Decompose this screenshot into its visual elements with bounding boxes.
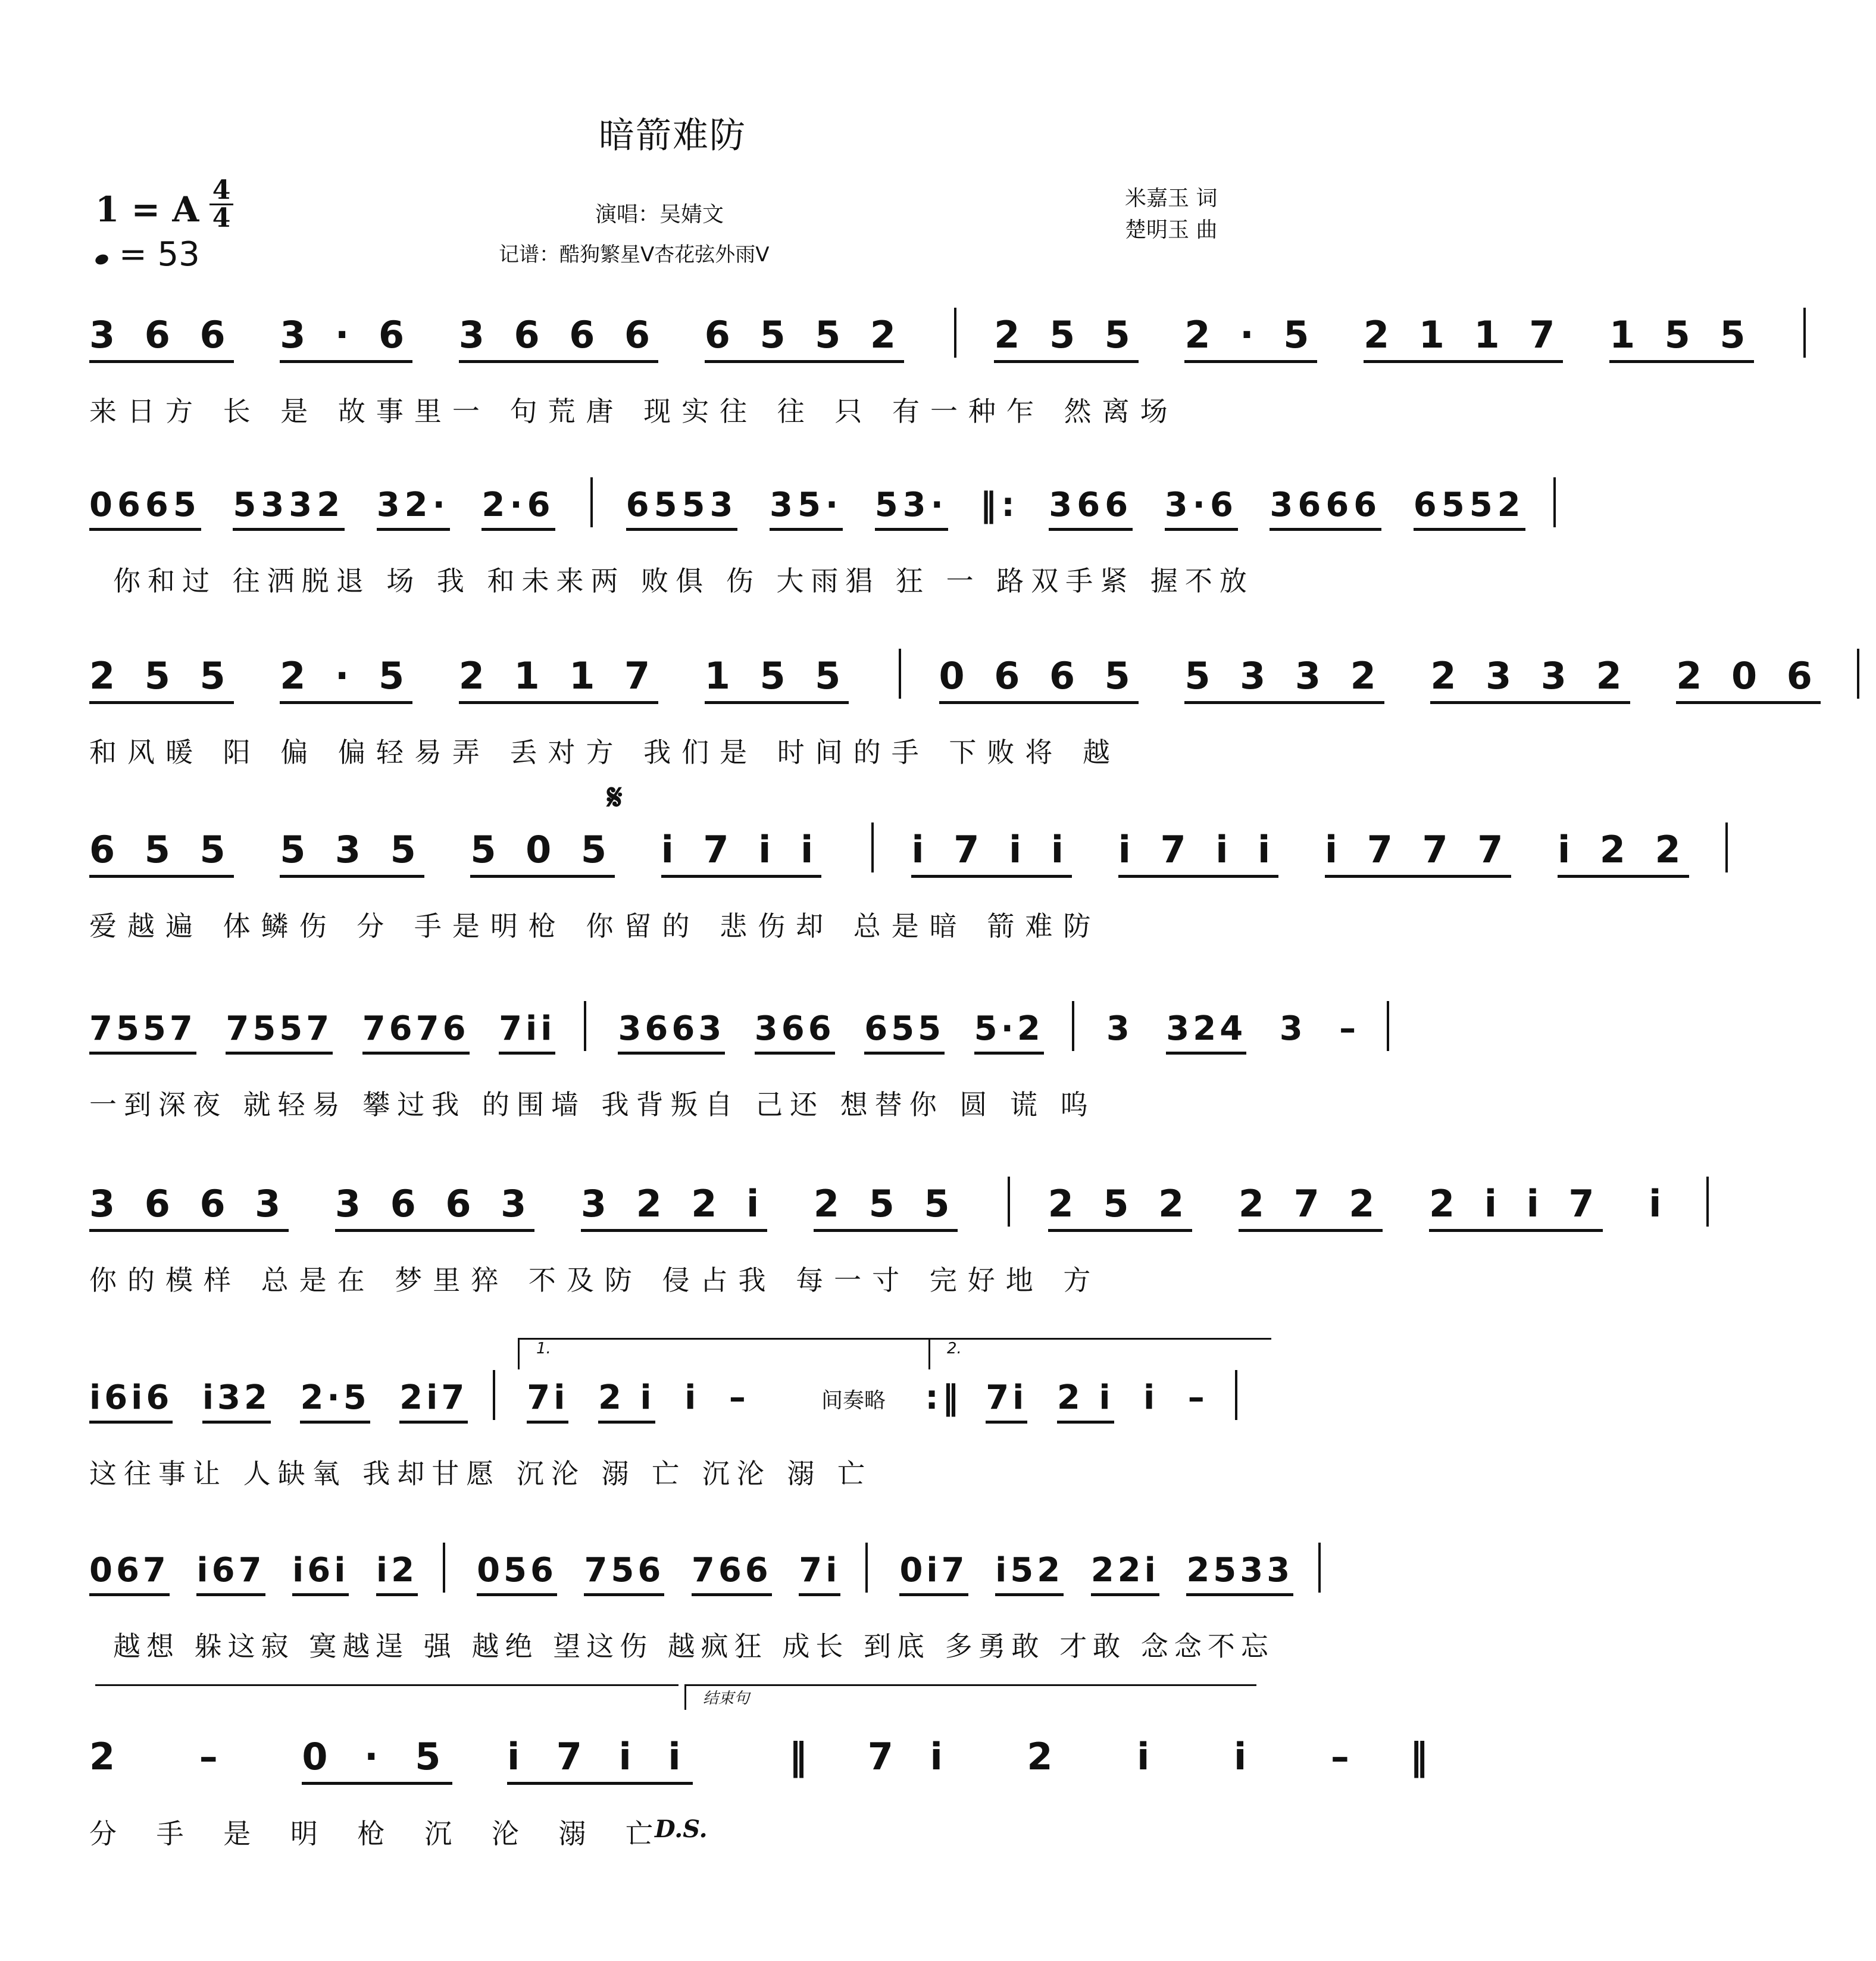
note-group: 6553 bbox=[626, 486, 738, 531]
staff-line-8 bbox=[89, 1547, 1294, 1666]
double-barline: ‖ bbox=[789, 1735, 820, 1778]
lyrics-row: 分 手 是 明 枪 沉 沦 溺 亡 bbox=[89, 1818, 668, 1850]
dal-segno-marking: D.S. bbox=[655, 1815, 708, 1843]
note-group: 7ii bbox=[499, 1009, 555, 1055]
staff-line-6 bbox=[89, 1181, 1670, 1300]
note-group: 53· bbox=[875, 486, 948, 531]
note-group: 32· bbox=[377, 486, 450, 531]
lyrics-row: 一到深夜 就轻易 攀过我 的围墙 我背叛自 己还 想替你 圆 谎 呜 bbox=[89, 1089, 1095, 1121]
time-signature bbox=[210, 175, 233, 233]
barline bbox=[865, 1543, 868, 1593]
note-group: i67 bbox=[196, 1551, 265, 1596]
note-group: 3 · 6 bbox=[280, 313, 412, 363]
ending-bracket: 结束句 bbox=[684, 1684, 1256, 1710]
lyrics-row: 你的模样 总是在 梦里猝 不及防 侵占我 每一寸 完好地 方 bbox=[89, 1264, 1102, 1296]
note-group: 2 1 1 7 bbox=[1364, 313, 1563, 363]
note-group: 2 5 5 bbox=[89, 654, 234, 704]
note-group: 2 5 5 bbox=[994, 313, 1139, 363]
note-group: 7i bbox=[986, 1378, 1027, 1424]
barline bbox=[1553, 477, 1556, 527]
note-group: 2 5 5 bbox=[814, 1182, 958, 1232]
note-group: 056 bbox=[477, 1551, 557, 1596]
quarter-note-icon bbox=[94, 253, 110, 267]
note-group: 7676 bbox=[362, 1009, 470, 1055]
note-group: 2 bbox=[89, 1735, 127, 1778]
song-title: 暗箭难防 bbox=[599, 115, 746, 157]
note-group: 756 bbox=[584, 1551, 664, 1596]
note-group: 067 bbox=[89, 1551, 170, 1596]
note-group: 3 bbox=[1279, 1009, 1306, 1049]
note-group: 2·5 bbox=[300, 1378, 370, 1424]
note-group: 7557 bbox=[226, 1009, 333, 1055]
note-group: 0 6 6 5 bbox=[939, 654, 1139, 704]
note-group: 3·6 bbox=[1165, 486, 1238, 531]
barline bbox=[1235, 1370, 1237, 1420]
note-group: 766 bbox=[692, 1551, 772, 1596]
note-group: 3 2 2 i bbox=[581, 1182, 767, 1232]
note-group: 6552 bbox=[1414, 486, 1525, 531]
notation-row bbox=[89, 653, 1821, 707]
dash: – bbox=[1187, 1378, 1208, 1418]
note-group: 2 1 1 7 bbox=[459, 654, 658, 704]
barline bbox=[1857, 649, 1859, 699]
staff-line-2 bbox=[89, 482, 1525, 601]
note-group: 366 bbox=[755, 1009, 835, 1055]
note-group: i 7 i i bbox=[507, 1735, 693, 1785]
notation-row bbox=[89, 1006, 1360, 1059]
composer-credit: 楚明玉 曲 bbox=[1125, 218, 1218, 242]
final-barline: ‖ bbox=[1409, 1735, 1440, 1778]
note-group: 3666 bbox=[1270, 486, 1381, 531]
note-group: i bbox=[1233, 1735, 1259, 1778]
note-group: 5332 bbox=[233, 486, 345, 531]
note-group: 2 i bbox=[598, 1378, 655, 1424]
dash: – bbox=[728, 1378, 749, 1418]
note-group: 3663 bbox=[618, 1009, 725, 1055]
note-group: 2 5 2 bbox=[1048, 1182, 1193, 1232]
note-group: 1 5 5 bbox=[705, 654, 849, 704]
lyrics-row: 爱越遍 体鳞伤 分 手是明枪 你留的 悲伤却 总是暗 箭难防 bbox=[89, 910, 1102, 942]
time-signature-bottom: 4 bbox=[212, 203, 231, 233]
note-group: 2i7 bbox=[399, 1378, 468, 1424]
lyrics-row: 这往事让 人缺氧 我却甘愿 沉沦 溺 亡 沉沦 溺 亡 bbox=[89, 1458, 872, 1490]
note-group: 324 bbox=[1166, 1009, 1246, 1055]
note-group: 1 5 5 bbox=[1609, 313, 1754, 363]
note-group: 0665 bbox=[89, 486, 201, 531]
note-group: 7 i bbox=[867, 1735, 955, 1778]
barline bbox=[590, 477, 593, 527]
note-group: 6 5 5 bbox=[89, 828, 234, 878]
note-group: 2 · 5 bbox=[1184, 313, 1317, 363]
note-group: 655 bbox=[864, 1009, 945, 1055]
tempo-marking bbox=[95, 235, 200, 274]
barline bbox=[1387, 1001, 1389, 1051]
note-group: i6i6 bbox=[89, 1378, 173, 1424]
notation-row bbox=[89, 482, 1525, 536]
note-group: 2 7 2 bbox=[1239, 1182, 1383, 1232]
second-ending-bracket: 2. bbox=[928, 1338, 1271, 1369]
note-group: i bbox=[684, 1378, 700, 1418]
notation-row bbox=[89, 312, 1754, 366]
note-group: 5·2 bbox=[974, 1009, 1044, 1055]
interlude-omitted-note: 间奏略 bbox=[821, 1388, 886, 1413]
note-group: 0 · 5 bbox=[302, 1735, 452, 1785]
note-group: 22i bbox=[1091, 1551, 1159, 1596]
dash: – bbox=[199, 1735, 230, 1778]
note-group: i52 bbox=[995, 1551, 1064, 1596]
barline bbox=[493, 1370, 495, 1420]
repeat-start-sign: ‖: bbox=[980, 486, 1020, 525]
note-group: 366 bbox=[1049, 486, 1133, 531]
note-group: i 7 i i bbox=[1118, 828, 1279, 878]
dash: – bbox=[1339, 1009, 1360, 1049]
lyricist-credit: 米嘉玉 词 bbox=[1125, 186, 1218, 211]
note-group: 5 3 5 bbox=[280, 828, 424, 878]
barline bbox=[443, 1543, 445, 1593]
staff-line-1 bbox=[89, 312, 1754, 431]
staff-line-4 bbox=[89, 827, 1689, 946]
note-group: 6 5 5 2 bbox=[705, 313, 904, 363]
repeat-end-sign: :‖ bbox=[925, 1378, 962, 1418]
lyrics-row: 越想 躲这寂 寞越逞 强 越绝 望这伤 越疯狂 成长 到底 多勇敢 才敢 念念不忘 bbox=[113, 1630, 1274, 1662]
key-signature: 1 = A bbox=[95, 189, 199, 230]
note-group: 3 6 6 6 bbox=[459, 313, 658, 363]
note-group: 2533 bbox=[1186, 1551, 1293, 1596]
first-ending-bracket: 1. bbox=[518, 1338, 1024, 1369]
lyrics-row: 来日方 长 是 故事里一 句荒唐 现实往 往 只 有一种乍 然离场 bbox=[89, 395, 1178, 427]
lyrics-row: 你和过 往洒脱退 场 我 和未来两 败俱 伤 大雨猖 狂 一 路双手紧 握不放 bbox=[113, 565, 1254, 597]
note-group: 2·6 bbox=[481, 486, 555, 531]
note-group: 5 0 5 bbox=[470, 828, 615, 878]
note-group: 2 i bbox=[1057, 1378, 1114, 1424]
note-group: 3 6 6 3 bbox=[335, 1182, 534, 1232]
barline bbox=[871, 822, 874, 872]
transcriber-credit: 记谱：酷狗繁星V杏花弦外雨V bbox=[499, 243, 770, 267]
note-group: 5 3 3 2 bbox=[1184, 654, 1384, 704]
lyrics-row: 和风暖 阳 偏 偏轻易弄 丢对方 我们是 时间的手 下败将 越 bbox=[89, 736, 1121, 768]
note-group: 2 bbox=[1027, 1735, 1065, 1778]
barline bbox=[1725, 822, 1728, 872]
singer-credit: 演唱：吴婧文 bbox=[595, 202, 724, 227]
note-group: 3 6 6 3 bbox=[89, 1182, 289, 1232]
staff-line-5 bbox=[89, 1006, 1360, 1125]
note-group: i 2 2 bbox=[1558, 828, 1689, 878]
barline bbox=[584, 1001, 586, 1051]
note-group: i bbox=[1649, 1182, 1670, 1226]
note-group: i6i bbox=[292, 1551, 349, 1596]
note-group: 2 · 5 bbox=[280, 654, 412, 704]
note-group: 0i7 bbox=[899, 1551, 968, 1596]
staff-line-7 bbox=[89, 1340, 1256, 1494]
note-group: 3 6 6 bbox=[89, 313, 234, 363]
segno-sign: 𝄋 bbox=[607, 777, 623, 818]
note-group: i2 bbox=[376, 1551, 418, 1596]
note-group: i 7 i i bbox=[661, 828, 822, 878]
time-signature-top: 4 bbox=[212, 175, 231, 205]
staff-line-3 bbox=[89, 653, 1821, 772]
note-group: i bbox=[1137, 1735, 1162, 1778]
notation-row bbox=[89, 1547, 1294, 1601]
barline bbox=[1803, 308, 1806, 358]
note-group: 7i bbox=[527, 1378, 568, 1424]
notation-row bbox=[89, 1735, 1440, 1788]
note-group: 2 3 3 2 bbox=[1430, 654, 1630, 704]
barline bbox=[1706, 1177, 1709, 1227]
barline bbox=[1318, 1543, 1321, 1593]
notation-row bbox=[89, 1375, 1256, 1428]
note-group: 35· bbox=[770, 486, 843, 531]
note-group: 7i bbox=[799, 1551, 840, 1596]
dash: – bbox=[1330, 1735, 1361, 1778]
barline bbox=[954, 308, 956, 358]
note-group: i bbox=[1143, 1378, 1159, 1418]
note-group: 3 bbox=[1106, 1009, 1133, 1049]
note-group: 7557 bbox=[89, 1009, 196, 1055]
barline bbox=[1072, 1001, 1074, 1051]
tie-bracket bbox=[95, 1684, 679, 1704]
note-group: i 7 i i bbox=[911, 828, 1072, 878]
note-group: 2 i i 7 bbox=[1429, 1182, 1603, 1232]
note-group: 2 0 6 bbox=[1676, 654, 1821, 704]
barline bbox=[1008, 1177, 1010, 1227]
barline bbox=[899, 649, 901, 699]
note-group: i 7 7 7 bbox=[1325, 828, 1511, 878]
notation-row bbox=[89, 1181, 1670, 1235]
tempo-value: = 53 bbox=[118, 235, 200, 274]
notation-row bbox=[89, 827, 1689, 881]
note-group: i32 bbox=[202, 1378, 271, 1424]
